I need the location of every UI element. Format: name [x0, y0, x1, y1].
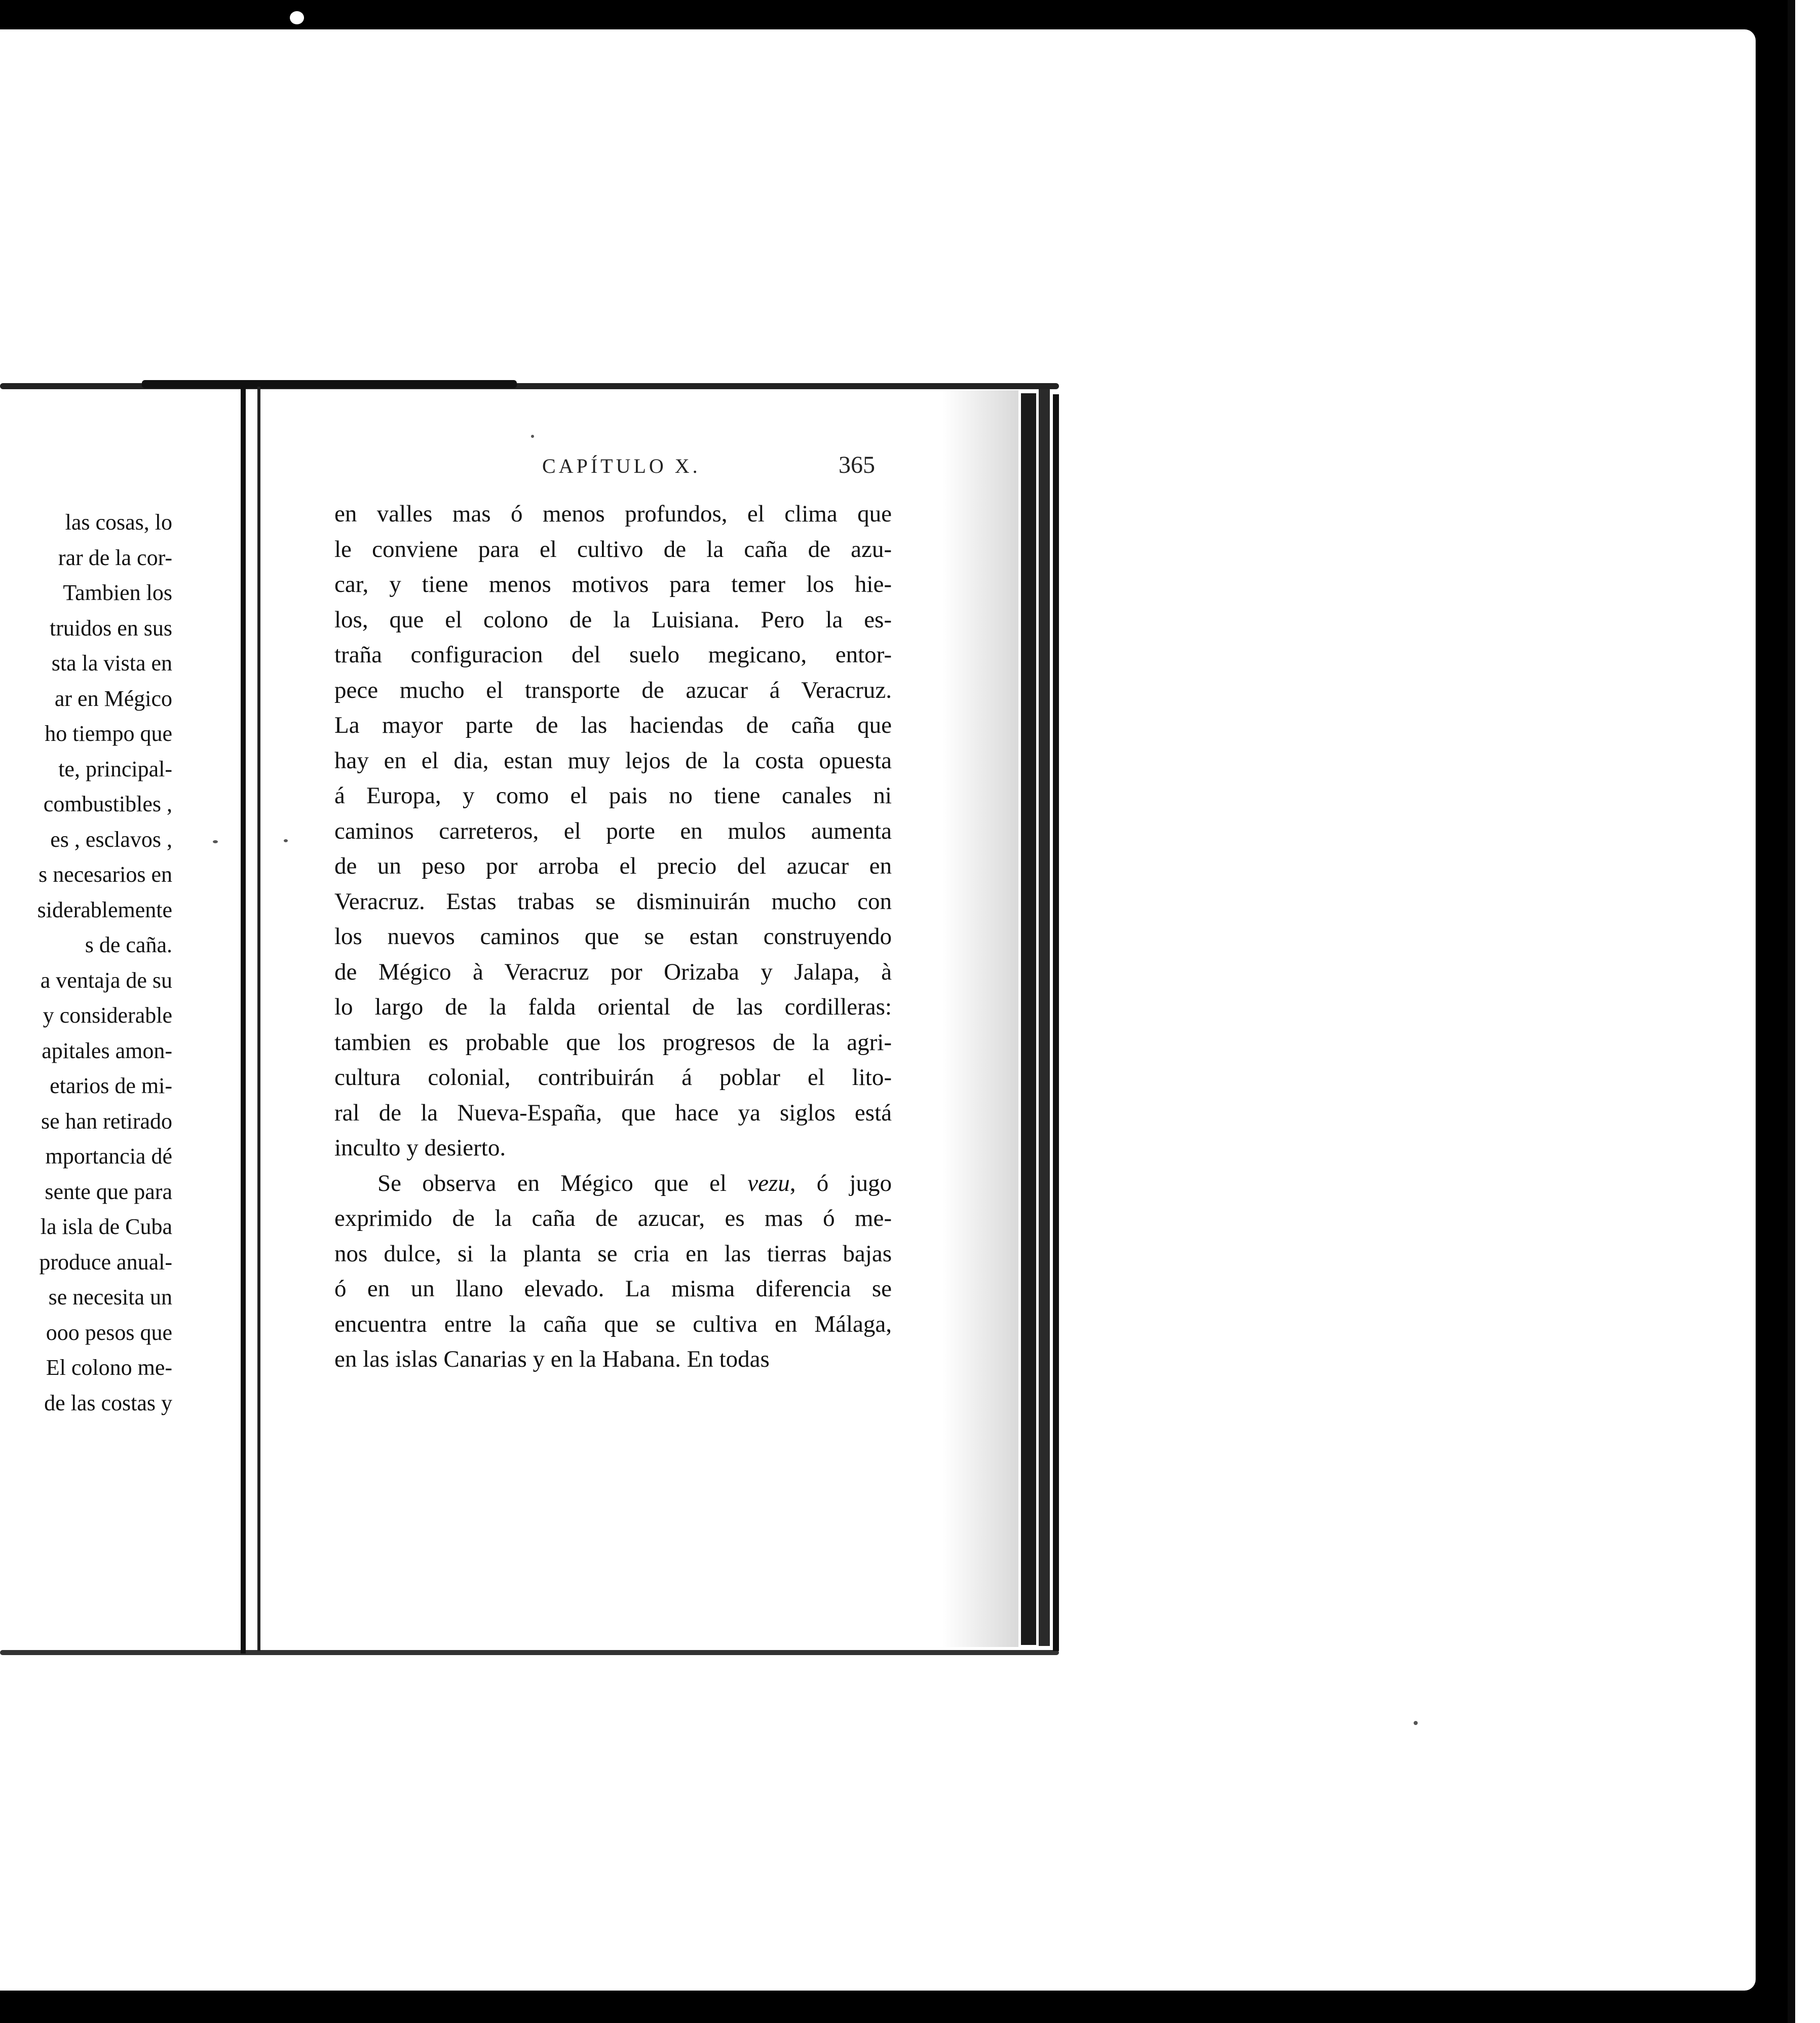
left-text-line: rar de la cor-	[58, 545, 172, 570]
gutter-line	[241, 387, 246, 1654]
scan-speck	[531, 435, 534, 438]
fore-edge	[1039, 389, 1050, 1646]
left-text-line: mportancia dé	[45, 1144, 172, 1169]
left-text-line: ooo pesos que	[46, 1320, 172, 1345]
text-line: hay en el dia, estan muy lejos de la costa opuesta	[334, 747, 892, 774]
text-line: Veracruz. Estas trabas se disminuirán mucho con	[334, 888, 892, 915]
left-text-line: combustibles ,	[43, 792, 172, 816]
text-line: nos dulce, si la planta se cria en las tierras bajas	[334, 1240, 892, 1267]
left-text-line: etarios de mi-	[50, 1073, 172, 1098]
left-text-line: sente que para	[45, 1179, 172, 1204]
book-bottom-edge	[0, 1650, 1059, 1655]
text-line: ral de la Nueva-España, que hace ya siglos está	[334, 1099, 892, 1126]
left-text-line: se necesita un	[48, 1285, 172, 1309]
text-line: lo largo de la falda oriental de las cordilleras:	[334, 994, 892, 1020]
text-line: los nuevos caminos que se estan construyendo	[334, 923, 892, 950]
left-text-line: a ventaja de su	[40, 967, 172, 993]
left-text-line: s de caña.	[85, 932, 172, 957]
left-text-line: te, principal-	[58, 756, 172, 781]
text-line: inculto y desierto.	[334, 1135, 506, 1161]
text-line: de un peso por arroba el precio del azucar en	[334, 853, 892, 879]
scan-sheet	[0, 29, 1756, 1991]
text-line: cultura colonial, contribuirán á poblar el lito-	[334, 1064, 892, 1091]
page-number: 365	[839, 452, 875, 478]
text-line: ó en un llano elevado. La misma diferencia se	[334, 1276, 892, 1302]
left-text-line: la isla de Cuba	[40, 1214, 172, 1239]
gutter-line-inner	[257, 387, 260, 1651]
left-text-line: El colono me-	[46, 1355, 172, 1380]
left-text-line: es , esclavos ,	[50, 827, 172, 852]
text-line: en valles mas ó menos profundos, el clima que	[334, 501, 892, 527]
left-text-line: truidos en sus	[50, 615, 172, 641]
text-line: La mayor parte de las haciendas de caña que	[334, 712, 892, 738]
text-line: car, y tiene menos motivos para temer los hie-	[334, 571, 892, 597]
left-text-line: s necesarios en	[39, 862, 172, 887]
running-head: CAPÍTULO X.	[542, 455, 701, 477]
text-line: traña configuracion del suelo megicano, entor-	[334, 642, 892, 668]
scan-border	[1788, 0, 1796, 2023]
left-text-line: Tambien los	[63, 580, 172, 605]
left-text-line: se han retirado	[41, 1108, 172, 1134]
text-line: caminos carreteros, el porte en mulos aumenta	[334, 817, 892, 844]
text-line: en las islas Canarias y en la Habana. En todas	[334, 1346, 770, 1372]
text-line: de Mégico à Veracruz por Orizaba y Jalapa, à	[334, 958, 892, 985]
text-line: los, que el colono de la Luisiana. Pero la es-	[334, 606, 892, 633]
left-text-line: apitales amon-	[42, 1038, 172, 1063]
left-text-line: y considerable	[43, 1003, 172, 1028]
left-text-line: las cosas, lo	[65, 510, 172, 535]
left-text-line: sta la vista en	[51, 651, 172, 676]
adjacent-page-edge	[1795, 0, 1820, 2023]
fore-edge	[1053, 394, 1059, 1651]
text-line: Se observa en Mégico que el vezu, ó jugo	[377, 1170, 892, 1196]
text-line: le conviene para el cultivo de la caña de azu-	[334, 536, 892, 563]
left-text-line: produce anual-	[39, 1249, 172, 1275]
fore-edge	[1021, 393, 1036, 1645]
left-text-line: ho tiempo que	[45, 721, 172, 746]
scan-speck	[213, 840, 218, 843]
text-line: pece mucho el transporte de azucar á Veracruz.	[334, 677, 892, 703]
left-text-line: ar en Mégico	[54, 686, 172, 711]
text-line: exprimido de la caña de azucar, es mas ó me-	[334, 1205, 892, 1231]
right-page-body	[334, 497, 892, 1377]
left-text-line: siderablemente	[37, 897, 172, 922]
scan-blot	[290, 11, 304, 24]
text-line: tambien es probable que los progresos de la agri-	[334, 1029, 892, 1056]
book-top-edge-left	[142, 380, 517, 388]
text-line: á Europa, y como el pais no tiene canales ni	[334, 782, 892, 809]
scan-speck	[1414, 1721, 1418, 1725]
text-line: encuentra entre la caña que se cultiva en Málaga,	[334, 1310, 892, 1337]
left-text-line: de las costas y	[44, 1390, 172, 1415]
page-curl-shade	[942, 390, 1018, 1647]
scan-speck	[284, 839, 288, 842]
